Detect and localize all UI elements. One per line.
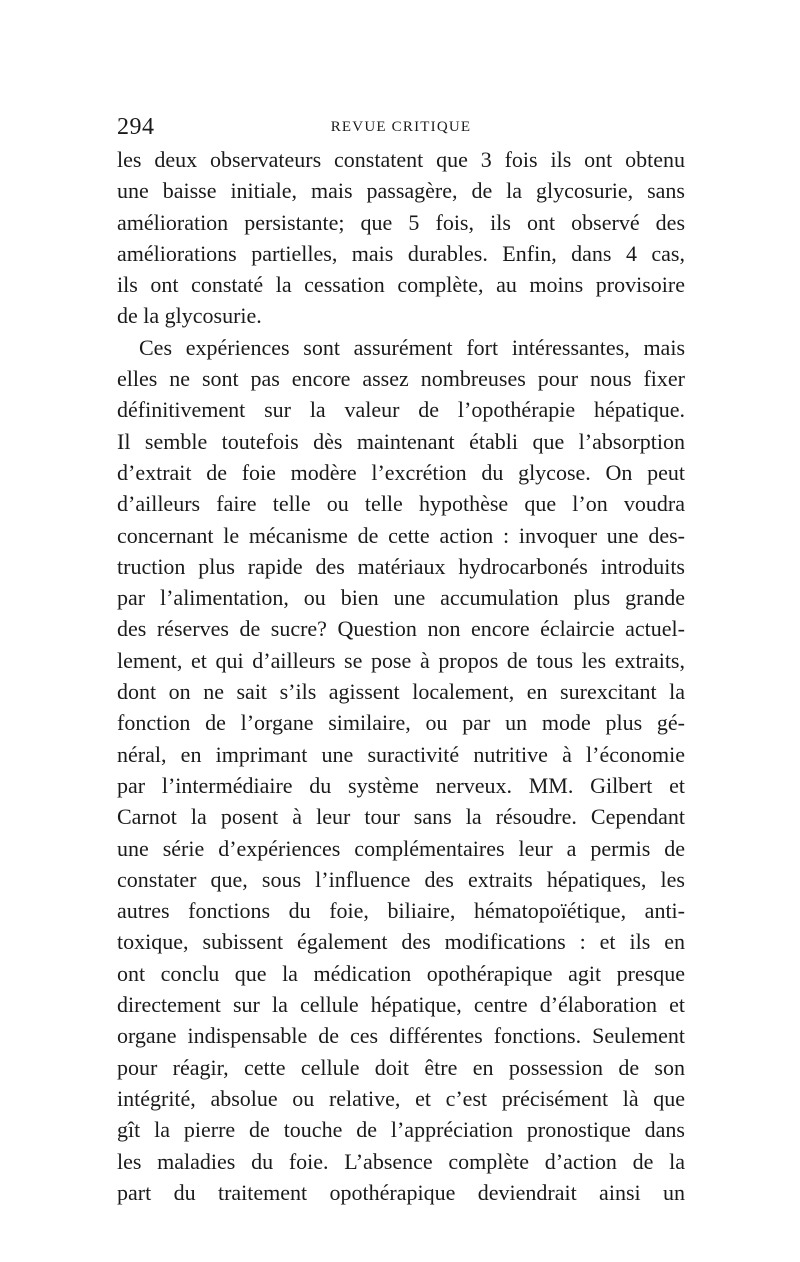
text-line: par l’alimentation, ou bien une accumulation plus grande [117, 585, 685, 611]
text-line: d’extrait de foie modère l’excrétion du glycose. On peut [117, 459, 685, 485]
running-head: REVUE CRITIQUE [330, 119, 472, 135]
text-line: améliorations partielles, mais durables. Enfin, dans 4 cas, [117, 240, 685, 266]
text-line: Ces expériences sont assurément fort intéressantes, mais [139, 334, 685, 360]
body-text [117, 144, 685, 1208]
text-line: elles ne sont pas encore assez nombreuses pour nous fixer [117, 366, 685, 392]
text-line: Il semble toutefois dès maintenant établi que l’absorption [117, 428, 685, 454]
text-line: par l’intermédiaire du système nerveux. MM. Gilbert et [117, 772, 685, 798]
text-line: truction plus rapide des matériaux hydrocarbonés introduits [117, 553, 685, 579]
text-line: concernant le mécanisme de cette action : invoquer une des- [117, 522, 685, 548]
text-line: une baisse initiale, mais passagère, de la glycosurie, sans [117, 178, 685, 204]
text-line: dont on ne sait s’ils agissent localement, en surexcitant la [117, 679, 685, 705]
text-line: de la glycosurie. [117, 303, 262, 329]
text-line: une série d’expériences complémentaires leur a permis de [117, 835, 685, 861]
text-line: constater que, sous l’influence des extraits hépatiques, les [117, 866, 685, 892]
text-line: fonction de l’organe similaire, ou par un mode plus gé- [117, 710, 685, 736]
text-line: autres fonctions du foie, biliaire, hématopoïétique, anti- [117, 898, 685, 924]
text-line: ils ont constaté la cessation complète, au moins provisoire [117, 272, 685, 298]
text-line: des réserves de sucre? Question non encore éclaircie actuel- [117, 616, 685, 642]
text-line: directement sur la cellule hépatique, centre d’élaboration et [117, 992, 685, 1018]
text-line: organe indispensable de ces différentes fonctions. Seulement [117, 1023, 685, 1049]
text-line: définitivement sur la valeur de l’opothérapie hépatique. [117, 397, 685, 423]
text-line: Carnot la posent à leur tour sans la résoudre. Cependant [117, 804, 685, 830]
text-line: amélioration persistante; que 5 fois, ils ont observé des [117, 209, 685, 235]
text-line: intégrité, absolue ou relative, et c’est précisément là que [117, 1085, 685, 1111]
text-line: lement, et qui d’ailleurs se pose à propos de tous les extraits, [117, 647, 685, 673]
page-number: 294 [117, 114, 155, 140]
text-line: d’ailleurs faire telle ou telle hypothèse que l’on voudra [117, 491, 685, 517]
text-line: pour réagir, cette cellule doit être en possession de son [117, 1054, 685, 1080]
text-line: ont conclu que la médication opothérapique agit presque [117, 960, 685, 986]
text-line: les maladies du foie. L’absence complète d’action de la [117, 1148, 685, 1174]
text-line: les deux observateurs constatent que 3 fois ils ont obtenu [117, 147, 685, 172]
text-line: part du traitement opothérapique deviendrait ainsi un [117, 1179, 685, 1205]
text-line: néral, en imprimant une suractivité nutritive à l’économie [117, 741, 685, 767]
text-line: toxique, subissent également des modifications : et ils en [117, 929, 685, 955]
page-header [117, 112, 685, 142]
text-line: gît la pierre de touche de l’appréciation pronostique dans [117, 1117, 685, 1143]
